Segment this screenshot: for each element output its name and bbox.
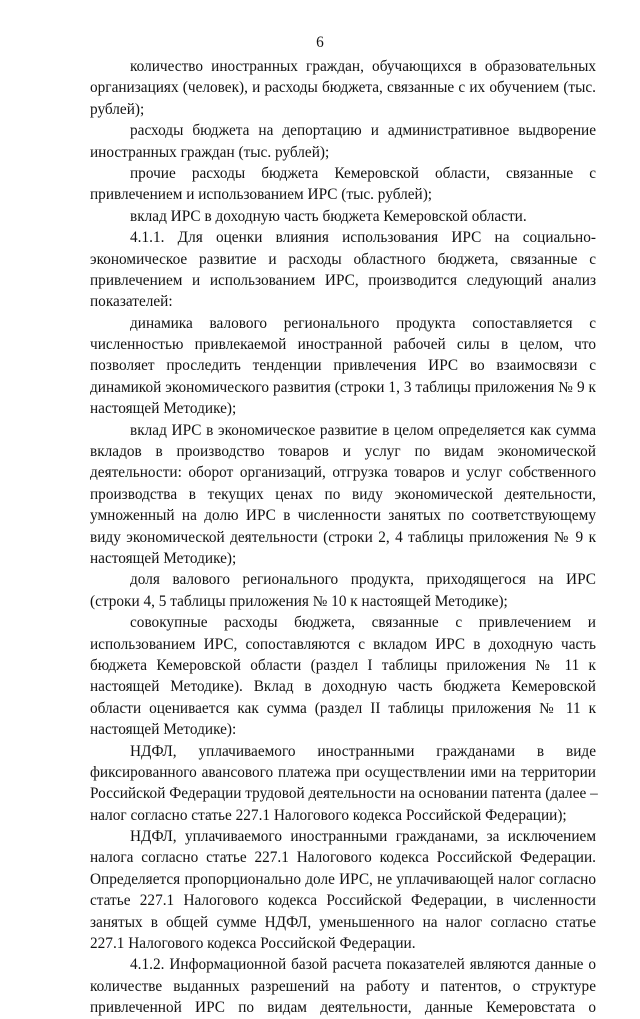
text-line: доля валового регионального продукта, приходящегося на ИРС [130,571,596,589]
text-line: 227.1 Налогового кодекса Российской Федерации. [90,935,416,953]
text-line: использованием ИРС, сопоставляются с вкладом ИРС в доходную часть [90,635,596,653]
text-line: Определяется пропорционально доле ИРС, не уплачивающей налог согласно [90,870,596,888]
body-text [90,56,596,1019]
text-line: вклад ИРС в доходную часть бюджета Кемеровской области. [130,207,527,225]
text-line: привлечением и использованием ИРС, производится следующий анализ [90,271,596,289]
text-line: вклад ИРС в экономическое развитие в целом определяется как сумма [130,421,596,439]
text-line: фиксированного авансового платежа при осуществлении ими на территории [90,763,596,781]
text-line: экономическое развитие и расходы областного бюджета, связанные с [90,250,596,268]
text-line: (строки 4, 5 таблицы приложения № 10 к настоящей Методике); [90,592,508,610]
text-line: позволяет проследить тенденции привлечения ИРС во взаимосвязи с [90,357,596,375]
text-line: деятельности: оборот организаций, отгрузка товаров и услуг собственного [90,464,596,482]
text-line: занятых в общей сумме НДФЛ, уменьшенного на налог согласно статье [90,913,596,931]
text-line: совокупные расходы бюджета, связанные с привлечением и [130,614,596,632]
text-line: 4.1.2. Информационной базой расчета показателей являются данные о [130,956,596,974]
text-line: численностью привлекаемой иностранной рабочей силы в целом, что [90,336,596,354]
text-line: расходы бюджета на депортацию и административное выдворение [130,122,596,140]
text-line: НДФЛ, уплачиваемого иностранными гражданами в виде [130,742,596,760]
text-line: НДФЛ, уплачиваемого иностранными гражданами, за исключением [130,828,596,846]
text-line: настоящей Методике); [90,400,237,418]
text-line: производства в текущих ценах по виду экономической деятельности, [90,485,596,503]
text-line: Российской Федерации трудовой деятельности на основании патента (далее – [90,785,598,803]
text-line: налог согласно статье 227.1 Налогового кодекса Российской Федерации); [90,806,567,824]
text-line: организациях (человек), и расходы бюджета, связанные с их обучением (тыс. [90,79,596,97]
text-line: привлеченной ИРС по видам деятельности, данные Кемеровстата о [90,999,596,1017]
text-line: количестве выданных разрешений на работу и патентов, о структуре [90,977,596,995]
text-line: рублей); [90,100,145,118]
text-line: иностранных граждан (тыс. рублей); [90,143,330,161]
text-line: бюджета Кемеровской области (раздел I таблицы приложения № 11 к [90,656,596,674]
text-line: налога согласно статье 227.1 Налогового кодекса Российской Федерации. [90,849,596,867]
text-line: показателей: [90,293,173,311]
text-line: 4.1.1. Для оценки влияния использования ИРС на социально- [130,229,596,247]
text-line: вкладов в производство товаров и услуг по видам экономической [90,443,596,461]
text-line: умноженный на долю ИРС в численности занятых по соответствующему [90,507,596,525]
text-line: настоящей Методике). Вклад в доходную часть бюджета Кемеровской [90,678,596,696]
text-line: настоящей Методике); [90,549,237,567]
text-line: прочие расходы бюджета Кемеровской области, связанные с [130,164,596,182]
text-line: динамика валового регионального продукта сопоставляется с [130,314,596,332]
text-line: виду экономической деятельности (строки 2, 4 таблицы приложения № 9 к [90,528,596,546]
text-line: динамикой экономического развития (строки 1, 3 таблицы приложения № 9 к [90,378,596,396]
page-number: 6 [316,34,324,51]
text-line: области оценивается как сумма (раздел II таблицы приложения № 11 к [90,699,596,717]
text-line: настоящей Методике): [90,721,237,739]
text-line: количество иностранных граждан, обучающихся в образовательных [130,58,596,75]
text-line: привлечением и использованием ИРС (тыс. рублей); [90,186,433,204]
text-line: статье 227.1 Налогового кодекса Российской Федерации, в численности [90,892,596,910]
